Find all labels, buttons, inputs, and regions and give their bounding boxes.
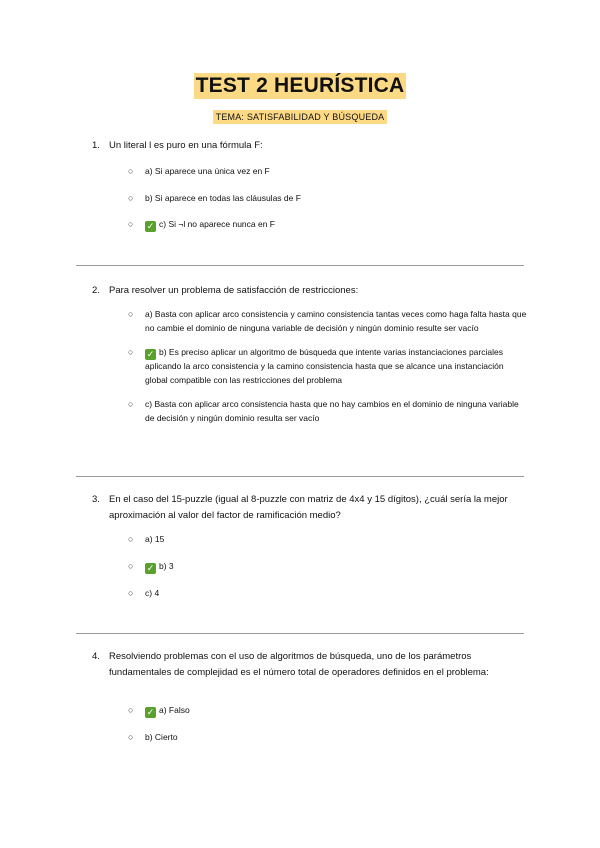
bullet-icon: ○ xyxy=(128,399,134,409)
option-text: b) Cierto xyxy=(145,732,178,742)
bullet-icon: ○ xyxy=(128,732,134,742)
option-1a xyxy=(128,165,528,179)
question-3 xyxy=(92,492,532,524)
checkmark-icon: ✓ xyxy=(146,221,155,231)
question-3-options xyxy=(128,533,528,600)
option-text: b) Es preciso aplicar un algoritmo de búsqueda que intente varias instanciaciones parciales aplicando la arco consistencia y la camino consistencia hasta que se alcance una instanciación global compatible con las restricciones del problema xyxy=(145,347,504,385)
bullet-icon: ○ xyxy=(128,705,134,715)
bullet-icon: ○ xyxy=(128,166,134,176)
question-2 xyxy=(92,283,532,299)
option-3c xyxy=(128,587,528,601)
question-text: Un literal l es puro en una fórmula F: xyxy=(109,140,263,151)
question-text: En el caso del 15-puzzle (igual al 8-puzzle con matriz de 4x4 y 15 dígitos), ¿cuál sería la mejor aproximación al valor del factor de ramificación medio? xyxy=(109,494,508,521)
divider xyxy=(76,633,524,634)
question-1 xyxy=(92,138,532,154)
question-text: Resolviendo problemas con el uso de algoritmos de búsqueda, uno de los parámetros fundamentales de complejidad es el número total de operadores definidos en el problema: xyxy=(109,651,489,678)
bullet-icon: ○ xyxy=(128,309,134,319)
bullet-icon: ○ xyxy=(128,192,134,203)
option-2b xyxy=(128,346,528,387)
divider xyxy=(76,476,524,477)
option-2c xyxy=(128,398,528,425)
option-2a xyxy=(128,308,528,335)
option-text: a) Basta con aplicar arco consistencia y camino consistencia tantas veces como haga falta hasta que no cambie el dominio de ninguna variable de decisión y ningún dominio resulte ser vacío xyxy=(145,309,527,333)
option-1c xyxy=(128,218,528,232)
option-text: c) Basta con aplicar arco consistencia hasta que no hay cambios en el dominio de ninguna variable de decisión y ningún dominio resulta ser vacío xyxy=(145,399,519,423)
bullet-icon: ○ xyxy=(128,560,134,571)
divider xyxy=(76,265,524,266)
question-number: 1. xyxy=(92,140,100,151)
option-4a xyxy=(128,704,528,718)
option-text: b) 3 xyxy=(159,560,174,571)
option-text: b) Si aparece en todas las cláusulas de F xyxy=(145,192,301,203)
question-number: 4. xyxy=(92,651,100,662)
topic-subtitle: TEMA: SATISFABILIDAD Y BÚSQUEDA xyxy=(0,112,600,122)
question-4-options xyxy=(128,704,528,745)
option-4b xyxy=(128,731,528,745)
question-text: Para resolver un problema de satisfacción de restricciones: xyxy=(109,285,359,296)
checkmark-icon: ✓ xyxy=(146,707,155,717)
question-2-options xyxy=(128,308,528,425)
option-text: a) Si aparece una única vez en F xyxy=(145,166,270,176)
option-text: a) 15 xyxy=(145,534,165,544)
option-text: c) Si ¬l no aparece nunca en F xyxy=(159,219,275,229)
question-4 xyxy=(92,649,532,681)
page-title: TEST 2 HEURÍSTICA xyxy=(195,74,405,97)
bullet-icon: ○ xyxy=(128,587,134,598)
question-number: 2. xyxy=(92,285,100,296)
option-text: c) 4 xyxy=(145,587,160,598)
option-text: a) Falso xyxy=(159,705,190,715)
option-1b xyxy=(128,192,528,206)
bullet-icon: ○ xyxy=(128,219,134,229)
option-3b xyxy=(128,560,528,574)
bullet-icon: ○ xyxy=(128,534,134,544)
option-3a xyxy=(128,533,528,547)
checkmark-icon: ✓ xyxy=(146,562,155,573)
question-number: 3. xyxy=(92,494,100,505)
bullet-icon: ○ xyxy=(128,347,134,357)
question-1-options xyxy=(128,165,528,232)
checkmark-icon: ✓ xyxy=(146,349,155,359)
